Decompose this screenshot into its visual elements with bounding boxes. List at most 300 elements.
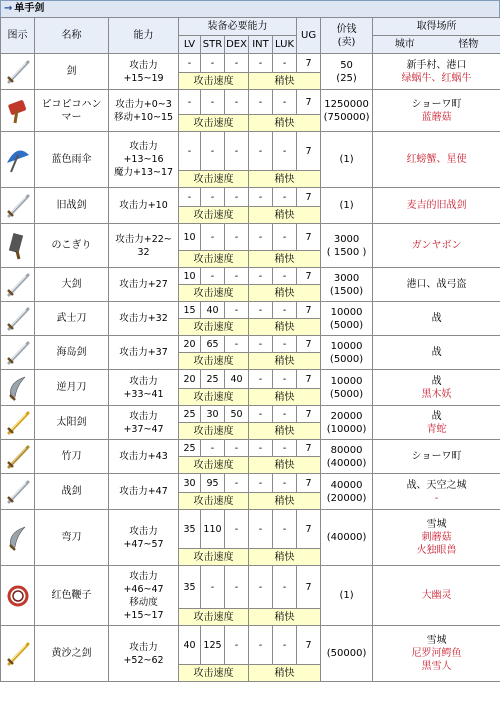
weapon-name-text: 战剑 xyxy=(61,486,82,497)
header-str: STR xyxy=(201,36,225,54)
crescent-blade-icon xyxy=(1,373,34,403)
weapon-name xyxy=(35,474,109,510)
obtain-monster: ガンヤボン xyxy=(411,240,462,251)
req-str: - xyxy=(201,132,225,171)
speed-label: 攻击速度 xyxy=(179,457,249,474)
weapon-ability xyxy=(109,510,179,566)
header-obtain: 取得场所 xyxy=(373,18,500,36)
table-row xyxy=(1,268,500,285)
row-icon-cell xyxy=(1,370,35,406)
row-icon-cell xyxy=(1,268,35,302)
obtain-city: 港口、战弓盗 xyxy=(406,279,467,290)
speed-value: 稍快 xyxy=(249,493,321,510)
obtain-city: ショーワ町 xyxy=(411,451,462,462)
obtain-cell xyxy=(373,268,500,302)
obtain-city: 战、天空之城 xyxy=(406,479,467,491)
obtain-cell xyxy=(373,626,500,682)
req-luk: - xyxy=(273,626,297,665)
req-dex: - xyxy=(225,268,249,285)
obtain-cell xyxy=(373,406,500,440)
obtain-city: 雪城 xyxy=(426,635,447,646)
obtain-city: 新手村、港口 xyxy=(406,59,467,71)
weapon-ability xyxy=(109,188,179,224)
header-monster: 怪物 xyxy=(458,39,479,50)
ug-value: 7 xyxy=(297,626,321,665)
speed-label: 攻击速度 xyxy=(179,285,249,302)
obtain-cell xyxy=(373,224,500,268)
weapon-ability xyxy=(109,132,179,188)
price-value: 20000 xyxy=(330,410,363,422)
ug-value: 7 xyxy=(297,370,321,389)
header-name: 名称 xyxy=(35,18,109,54)
arrow-right-icon: → xyxy=(4,3,13,14)
row-icon-cell xyxy=(1,406,35,440)
speed-value: 稍快 xyxy=(249,353,321,370)
obtain-city: 战 xyxy=(431,313,442,324)
obtain-monster: 蓝蘑菇 xyxy=(421,111,452,123)
weapon-ability-text: 攻击力 +13~16 魔力+13~17 xyxy=(113,141,174,178)
weapon-ability-text: 攻击力 +15~19 xyxy=(123,59,164,84)
req-str: 25 xyxy=(201,370,225,389)
weapon-ability-text: 攻击力 +52~62 xyxy=(123,641,164,666)
row-icon-cell xyxy=(1,90,35,132)
sell-value: (20000) xyxy=(326,492,367,504)
speed-label: 攻击速度 xyxy=(179,73,249,90)
obtain-monster: 绿蜗牛、红蜗牛 xyxy=(401,72,472,84)
obtain-city: 雪城 xyxy=(426,519,447,530)
speed-value: 稍快 xyxy=(249,171,321,188)
req-str: 30 xyxy=(201,406,225,423)
req-dex: - xyxy=(225,54,249,73)
obtain-monster: 红螃蟹、星使 xyxy=(406,154,467,165)
weapon-name xyxy=(35,90,109,132)
req-int: - xyxy=(249,474,273,493)
sell-value: (50000) xyxy=(326,648,367,659)
obtain-monster: 麦吉的旧战剑 xyxy=(406,200,467,211)
weapon-name-text: 太阳剑 xyxy=(56,417,87,428)
saw-icon xyxy=(1,231,34,261)
speed-label: 攻击速度 xyxy=(179,389,249,406)
weapon-name-text: のこぎり xyxy=(51,240,92,251)
row-icon-cell xyxy=(1,224,35,268)
header-city-monster xyxy=(373,36,500,54)
req-dex: - xyxy=(225,566,249,609)
speed-value: 稍快 xyxy=(249,423,321,440)
obtain-city: 战 xyxy=(431,375,442,387)
price-cell xyxy=(321,510,373,566)
weapon-ability xyxy=(109,90,179,132)
weapon-name-text: 黄沙之剑 xyxy=(51,648,92,659)
speed-label: 攻击速度 xyxy=(179,171,249,188)
price-value: 10000 xyxy=(330,340,363,352)
req-int: - xyxy=(249,90,273,115)
req-luk: - xyxy=(273,406,297,423)
weapon-ability-text: 攻击力+47 xyxy=(119,486,168,497)
sell-value: (10000) xyxy=(326,423,367,435)
speed-value: 稍快 xyxy=(249,457,321,474)
weapon-name-text: 旧战剑 xyxy=(56,200,87,211)
weapon-table-body xyxy=(1,54,500,682)
req-int: - xyxy=(249,188,273,207)
header-lv: LV xyxy=(179,36,201,54)
pirate-sword-icon xyxy=(1,338,34,368)
sell-value: (5000) xyxy=(329,353,364,365)
req-str: 125 xyxy=(201,626,225,665)
ug-value: 7 xyxy=(297,132,321,171)
row-icon-cell xyxy=(1,302,35,336)
row-icon-cell xyxy=(1,132,35,188)
req-int: - xyxy=(249,406,273,423)
header-city: 城市 xyxy=(394,39,415,50)
battle-sword-icon xyxy=(1,477,34,507)
obtain-cell xyxy=(373,302,500,336)
req-luk: - xyxy=(273,510,297,549)
obtain-cell xyxy=(373,566,500,626)
ug-value: 7 xyxy=(297,474,321,493)
header-dex: DEX xyxy=(225,36,249,54)
req-luk: - xyxy=(273,440,297,457)
weapon-ability xyxy=(109,224,179,268)
speed-label: 攻击速度 xyxy=(179,207,249,224)
req-str: - xyxy=(201,90,225,115)
speed-label: 攻击速度 xyxy=(179,549,249,566)
table-row xyxy=(1,54,500,73)
table-row xyxy=(1,90,500,115)
req-luk: - xyxy=(273,302,297,319)
broadsword-icon xyxy=(1,270,34,300)
price-cell xyxy=(321,268,373,302)
req-str: - xyxy=(201,440,225,457)
req-dex: - xyxy=(225,440,249,457)
weapon-ability xyxy=(109,268,179,302)
req-luk: - xyxy=(273,90,297,115)
req-lv: 20 xyxy=(179,336,201,353)
price-cell xyxy=(321,370,373,406)
req-dex: - xyxy=(225,336,249,353)
obtain-monster: - xyxy=(434,492,439,504)
speed-label: 攻击速度 xyxy=(179,493,249,510)
table-row xyxy=(1,406,500,423)
obtain-cell xyxy=(373,336,500,370)
obtain-monster: 青蛇 xyxy=(426,423,447,435)
price-value: 50 xyxy=(340,59,353,71)
ug-value: 7 xyxy=(297,566,321,609)
section-title-text: 单手剑 xyxy=(14,3,45,14)
ug-value: 7 xyxy=(297,268,321,285)
speed-value: 稍快 xyxy=(249,115,321,132)
weapon-name xyxy=(35,406,109,440)
speed-label: 攻击速度 xyxy=(179,353,249,370)
curved-blade-icon xyxy=(1,523,34,553)
req-dex: - xyxy=(225,224,249,251)
req-int: - xyxy=(249,370,273,389)
speed-label: 攻击速度 xyxy=(179,319,249,336)
weapon-name xyxy=(35,302,109,336)
req-int: - xyxy=(249,268,273,285)
req-lv: 35 xyxy=(179,566,201,609)
ug-value: 7 xyxy=(297,188,321,207)
price-cell xyxy=(321,188,373,224)
sell-value: (750000) xyxy=(323,111,370,123)
sell-value: (40000) xyxy=(326,457,367,469)
weapon-ability-text: 攻击力+22~ 32 xyxy=(115,233,172,258)
weapon-name xyxy=(35,440,109,474)
req-str: - xyxy=(201,188,225,207)
header-ability: 能力 xyxy=(109,18,179,54)
price-cell xyxy=(321,54,373,90)
ug-value: 7 xyxy=(297,54,321,73)
obtain-cell xyxy=(373,370,500,406)
weapon-ability-text: 攻击力 +33~41 xyxy=(123,375,164,400)
req-int: - xyxy=(249,132,273,171)
sell-value: (5000) xyxy=(329,319,364,331)
header-icon: 图示 xyxy=(1,18,35,54)
req-int: - xyxy=(249,510,273,549)
sand-sword-icon xyxy=(1,639,34,669)
req-luk: - xyxy=(273,370,297,389)
req-int: - xyxy=(249,336,273,353)
req-lv: 25 xyxy=(179,440,201,457)
header-int: INT xyxy=(249,36,273,54)
row-icon-cell xyxy=(1,54,35,90)
req-lv: - xyxy=(179,132,201,171)
table-row xyxy=(1,626,500,665)
req-int: - xyxy=(249,224,273,251)
price-cell xyxy=(321,90,373,132)
weapon-ability-text: 攻击力+32 xyxy=(119,313,168,324)
obtain-cell xyxy=(373,188,500,224)
obtain-cell xyxy=(373,54,500,90)
obtain-cell xyxy=(373,90,500,132)
req-str: - xyxy=(201,54,225,73)
weapon-name-text: 蓝色雨伞 xyxy=(51,154,92,165)
weapon-ability xyxy=(109,474,179,510)
req-lv: 20 xyxy=(179,370,201,389)
obtain-city: 战 xyxy=(431,410,442,422)
table-row xyxy=(1,510,500,549)
req-dex: 40 xyxy=(225,370,249,389)
weapon-name xyxy=(35,268,109,302)
umbrella-icon xyxy=(1,145,34,175)
weapon-ability-text: 攻击力+43 xyxy=(119,451,168,462)
speed-label: 攻击速度 xyxy=(179,423,249,440)
req-dex: - xyxy=(225,510,249,549)
speed-value: 稍快 xyxy=(249,285,321,302)
sell-value: (1500) xyxy=(329,285,364,297)
speed-value: 稍快 xyxy=(249,665,321,682)
req-str: - xyxy=(201,566,225,609)
header-luk: LUK xyxy=(273,36,297,54)
sell-value: ( 1500 ) xyxy=(326,246,367,258)
weapon-name xyxy=(35,336,109,370)
weapon-ability xyxy=(109,440,179,474)
req-lv: 25 xyxy=(179,406,201,423)
header-equip-req: 装备必要能力 xyxy=(179,18,297,36)
weapon-ability xyxy=(109,336,179,370)
req-str: 95 xyxy=(201,474,225,493)
speed-value: 稍快 xyxy=(249,207,321,224)
ug-value: 7 xyxy=(297,440,321,457)
row-icon-cell xyxy=(1,336,35,370)
req-luk: - xyxy=(273,54,297,73)
req-dex: - xyxy=(225,90,249,115)
whip-icon xyxy=(1,581,34,611)
table-row xyxy=(1,440,500,457)
row-icon-cell xyxy=(1,510,35,566)
req-dex: 50 xyxy=(225,406,249,423)
price-cell xyxy=(321,224,373,268)
req-luk: - xyxy=(273,336,297,353)
row-icon-cell xyxy=(1,626,35,682)
req-int: - xyxy=(249,566,273,609)
sell-value: (5000) xyxy=(329,388,364,400)
obtain-cell xyxy=(373,440,500,474)
speed-value: 稍快 xyxy=(249,609,321,626)
req-lv: - xyxy=(179,188,201,207)
weapon-ability-text: 攻击力 +47~57 xyxy=(123,525,164,550)
weapon-name-text: 海岛剑 xyxy=(56,347,87,358)
price-cell xyxy=(321,132,373,188)
header-ug: UG xyxy=(297,18,321,54)
table-row xyxy=(1,336,500,353)
section-title xyxy=(0,0,500,17)
obtain-monster: 大幽灵 xyxy=(421,590,452,601)
row-icon-cell xyxy=(1,188,35,224)
table-row xyxy=(1,370,500,389)
price-cell xyxy=(321,566,373,626)
req-luk: - xyxy=(273,132,297,171)
req-luk: - xyxy=(273,474,297,493)
price-value: 80000 xyxy=(330,444,363,456)
req-lv: 30 xyxy=(179,474,201,493)
price-cell xyxy=(321,474,373,510)
weapon-name xyxy=(35,566,109,626)
req-int: - xyxy=(249,626,273,665)
sun-sword-icon xyxy=(1,408,34,438)
req-str: 65 xyxy=(201,336,225,353)
table-row xyxy=(1,132,500,171)
weapon-ability-text: 攻击力+10 xyxy=(119,200,168,211)
req-lv: 15 xyxy=(179,302,201,319)
price-cell xyxy=(321,336,373,370)
req-lv: - xyxy=(179,90,201,115)
sell-value: (25) xyxy=(336,72,357,84)
speed-value: 稍快 xyxy=(249,389,321,406)
ug-value: 7 xyxy=(297,224,321,251)
obtain-cell xyxy=(373,474,500,510)
sell-value: (1) xyxy=(339,590,354,601)
header-price xyxy=(321,18,373,54)
price-value: 1250000 xyxy=(324,98,369,110)
req-dex: - xyxy=(225,474,249,493)
req-lv: 40 xyxy=(179,626,201,665)
weapon-name-text: 逆月刀 xyxy=(56,382,87,393)
speed-value: 稍快 xyxy=(249,319,321,336)
hammer-sword-icon xyxy=(1,96,34,126)
obtain-city: 战 xyxy=(431,347,442,358)
sword-icon xyxy=(1,57,34,87)
req-dex: - xyxy=(225,302,249,319)
old-sword-icon xyxy=(1,191,34,221)
ug-value: 7 xyxy=(297,336,321,353)
speed-value: 稍快 xyxy=(249,549,321,566)
ug-value: 7 xyxy=(297,406,321,423)
weapon-name-text: 剑 xyxy=(66,66,77,77)
ug-value: 7 xyxy=(297,90,321,115)
price-value: 40000 xyxy=(330,479,363,491)
row-icon-cell xyxy=(1,566,35,626)
bamboo-sword-icon xyxy=(1,442,34,472)
table-row xyxy=(1,224,500,251)
req-luk: - xyxy=(273,268,297,285)
weapon-ability xyxy=(109,54,179,90)
weapon-name xyxy=(35,510,109,566)
weapon-ability-text: 攻击力+27 xyxy=(119,279,168,290)
weapon-name xyxy=(35,188,109,224)
obtain-cell xyxy=(373,132,500,188)
price-cell xyxy=(321,626,373,682)
req-str: 40 xyxy=(201,302,225,319)
speed-value: 稍快 xyxy=(249,73,321,90)
katana-icon xyxy=(1,304,34,334)
price-cell xyxy=(321,302,373,336)
req-dex: - xyxy=(225,626,249,665)
obtain-monster: 刺蘑菇 火独眼兽 xyxy=(416,532,457,556)
weapon-name xyxy=(35,626,109,682)
weapon-name xyxy=(35,224,109,268)
obtain-monster: 黑木妖 xyxy=(421,388,452,400)
price-value: 3000 xyxy=(333,233,360,245)
sell-value: (1) xyxy=(339,200,354,211)
weapon-name-text: ピコピコハン マー xyxy=(41,98,102,123)
sell-value: (1) xyxy=(339,154,354,165)
row-icon-cell xyxy=(1,474,35,510)
req-luk: - xyxy=(273,188,297,207)
weapon-ability-text: 攻击力 +37~47 xyxy=(123,410,164,435)
req-int: - xyxy=(249,302,273,319)
req-str: - xyxy=(201,224,225,251)
weapon-name xyxy=(35,132,109,188)
req-dex: - xyxy=(225,188,249,207)
weapon-ability xyxy=(109,370,179,406)
price-cell xyxy=(321,440,373,474)
speed-label: 攻击速度 xyxy=(179,251,249,268)
price-cell xyxy=(321,406,373,440)
weapon-ability-text: 攻击力 +46~47 移动度 +15~17 xyxy=(123,570,164,621)
weapon-ability xyxy=(109,302,179,336)
table-row xyxy=(1,188,500,207)
price-value: 3000 xyxy=(333,272,360,284)
row-icon-cell xyxy=(1,440,35,474)
weapon-name-text: 弯刀 xyxy=(61,532,82,543)
price-value: 10000 xyxy=(330,306,363,318)
obtain-city: ショーワ町 xyxy=(411,98,462,110)
weapon-ability xyxy=(109,566,179,626)
speed-label: 攻击速度 xyxy=(179,665,249,682)
weapon-ability-text: 攻击力+37 xyxy=(119,347,168,358)
req-lv: 10 xyxy=(179,224,201,251)
req-lv: 10 xyxy=(179,268,201,285)
req-int: - xyxy=(249,440,273,457)
weapon-table xyxy=(0,17,500,682)
ug-value: 7 xyxy=(297,510,321,549)
table-row xyxy=(1,302,500,319)
sell-value: (40000) xyxy=(326,532,367,543)
req-luk: - xyxy=(273,224,297,251)
weapon-name-text: 红色鞭子 xyxy=(51,590,92,601)
speed-label: 攻击速度 xyxy=(179,115,249,132)
speed-value: 稍快 xyxy=(249,251,321,268)
